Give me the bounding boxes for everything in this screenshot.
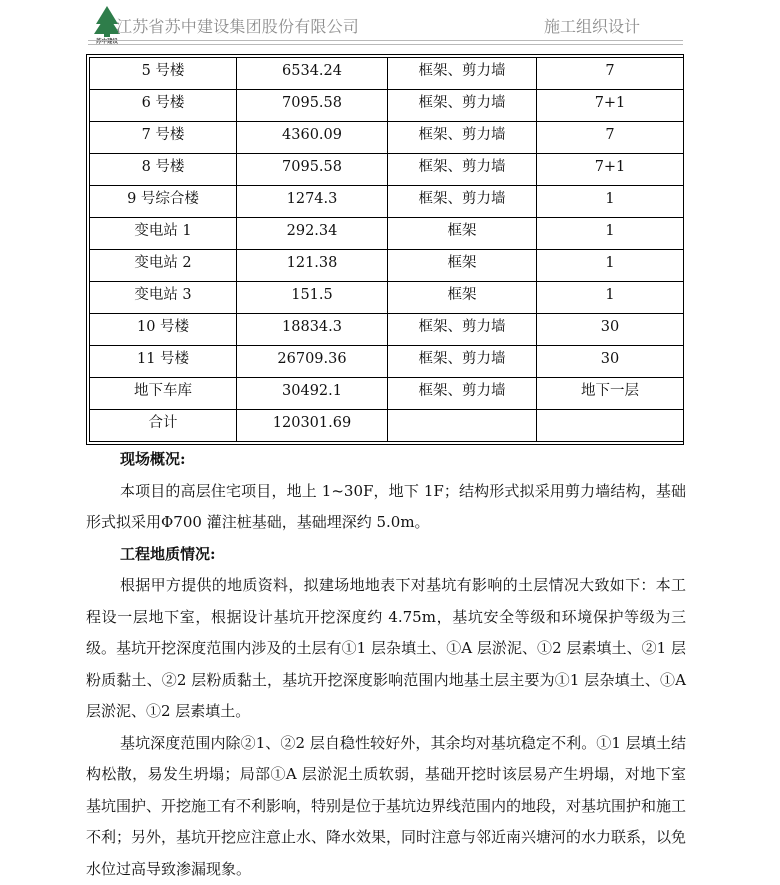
table-cell: 10 号楼 bbox=[90, 314, 237, 346]
table-cell: 6 号楼 bbox=[90, 90, 237, 122]
header-rule-secondary bbox=[88, 44, 683, 45]
table-row bbox=[90, 218, 684, 250]
table-cell: 7 bbox=[537, 58, 684, 90]
table-row bbox=[90, 250, 684, 282]
svg-text:苏中建设: 苏中建设 bbox=[96, 37, 119, 44]
document-body bbox=[86, 444, 686, 885]
paragraph-soil-stability: 基坑深度范围内除②1、②2 层自稳性较好外，其余均对基坑稳定不利。①1 层填土结构松散，易发生坍塌；局部①A 层淤泥土质软弱，基础开挖时该层易产生坍塌，对地下室基坑围护、开挖施工有不利影响，特别是位于基坑边界线范围内的地段，对基坑围护和施工不利；另外，基坑开挖应注意止水、降水效果，同时注意与邻近南兴塘河的水力联系，以免水位过高导致渗漏现象。 bbox=[86, 728, 686, 885]
table-cell: 7095.58 bbox=[237, 90, 388, 122]
table-cell: 30 bbox=[537, 346, 684, 378]
table-cell: 292.34 bbox=[237, 218, 388, 250]
table-row bbox=[90, 122, 684, 154]
table-cell: 4360.09 bbox=[237, 122, 388, 154]
table-row bbox=[90, 58, 684, 90]
table-row bbox=[90, 410, 684, 442]
building-table-frame bbox=[86, 54, 684, 445]
table-row bbox=[90, 346, 684, 378]
company-name: 江苏省苏中建设集团股份有限公司 bbox=[116, 14, 359, 37]
table-cell: 7+1 bbox=[537, 90, 684, 122]
header-rule bbox=[88, 40, 683, 41]
table-cell: 1274.3 bbox=[237, 186, 388, 218]
table-cell: 变电站 2 bbox=[90, 250, 237, 282]
table-cell bbox=[388, 410, 537, 442]
table-cell: 地下车库 bbox=[90, 378, 237, 410]
table-cell bbox=[537, 410, 684, 442]
table-row bbox=[90, 378, 684, 410]
table-cell: 1 bbox=[537, 186, 684, 218]
table-cell: 7 号楼 bbox=[90, 122, 237, 154]
section-heading-geology: 工程地质情况: bbox=[86, 539, 686, 571]
table-cell: 6534.24 bbox=[237, 58, 388, 90]
table-cell: 框架、剪力墙 bbox=[388, 90, 537, 122]
table-cell: 1 bbox=[537, 282, 684, 314]
table-cell: 26709.36 bbox=[237, 346, 388, 378]
table-row bbox=[90, 154, 684, 186]
table-row bbox=[90, 282, 684, 314]
table-cell: 18834.3 bbox=[237, 314, 388, 346]
table-cell: 框架、剪力墙 bbox=[388, 378, 537, 410]
table-cell: 框架、剪力墙 bbox=[388, 154, 537, 186]
section-heading-site-overview: 现场概况: bbox=[86, 444, 686, 476]
table-cell: 11 号楼 bbox=[90, 346, 237, 378]
table-cell: 1 bbox=[537, 218, 684, 250]
table-cell: 7095.58 bbox=[237, 154, 388, 186]
table-cell: 121.38 bbox=[237, 250, 388, 282]
table-row bbox=[90, 186, 684, 218]
paragraph-site-overview: 本项目的高层住宅项目，地上 1~30F，地下 1F；结构形式拟采用剪力墙结构，基础形式拟采用Φ700 灌注桩基础，基础埋深约 5.0m。 bbox=[86, 476, 686, 539]
paragraph-geology: 根据甲方提供的地质资料，拟建场地地表下对基坑有影响的土层情况大致如下：本工程设一层地下室，根据设计基坑开挖深度约 4.75m，基坑安全等级和环境保护等级为三级。基坑开挖深度范围内涉及的土层有①1 层杂填土、①A 层淤泥、①2 层素填土、②1 层粉质黏土、②2 层粉质黏土，基坑开挖深度影响范围内地基土层主要为①1 层杂填土、①A 层淤泥、①2 层素填土。 bbox=[86, 570, 686, 728]
table-cell: 框架 bbox=[388, 250, 537, 282]
table-cell: 9 号综合楼 bbox=[90, 186, 237, 218]
table-cell: 8 号楼 bbox=[90, 154, 237, 186]
table-cell: 框架、剪力墙 bbox=[388, 122, 537, 154]
table-cell: 地下一层 bbox=[537, 378, 684, 410]
table-cell: 框架 bbox=[388, 282, 537, 314]
table-cell: 合计 bbox=[90, 410, 237, 442]
table-cell: 框架、剪力墙 bbox=[388, 58, 537, 90]
building-table bbox=[89, 57, 684, 442]
table-cell: 7+1 bbox=[537, 154, 684, 186]
table-cell: 变电站 1 bbox=[90, 218, 237, 250]
table-cell: 框架、剪力墙 bbox=[388, 346, 537, 378]
table-row bbox=[90, 90, 684, 122]
table-cell: 30 bbox=[537, 314, 684, 346]
table-cell: 框架 bbox=[388, 218, 537, 250]
table-cell: 120301.69 bbox=[237, 410, 388, 442]
table-cell: 5 号楼 bbox=[90, 58, 237, 90]
table-cell: 151.5 bbox=[237, 282, 388, 314]
page-header bbox=[0, 0, 780, 50]
table-cell: 7 bbox=[537, 122, 684, 154]
table-cell: 框架、剪力墙 bbox=[388, 186, 537, 218]
table-cell: 框架、剪力墙 bbox=[388, 314, 537, 346]
document-title: 施工组织设计 bbox=[544, 14, 640, 37]
table-row bbox=[90, 314, 684, 346]
table-cell: 1 bbox=[537, 250, 684, 282]
table-cell: 变电站 3 bbox=[90, 282, 237, 314]
table-cell: 30492.1 bbox=[237, 378, 388, 410]
